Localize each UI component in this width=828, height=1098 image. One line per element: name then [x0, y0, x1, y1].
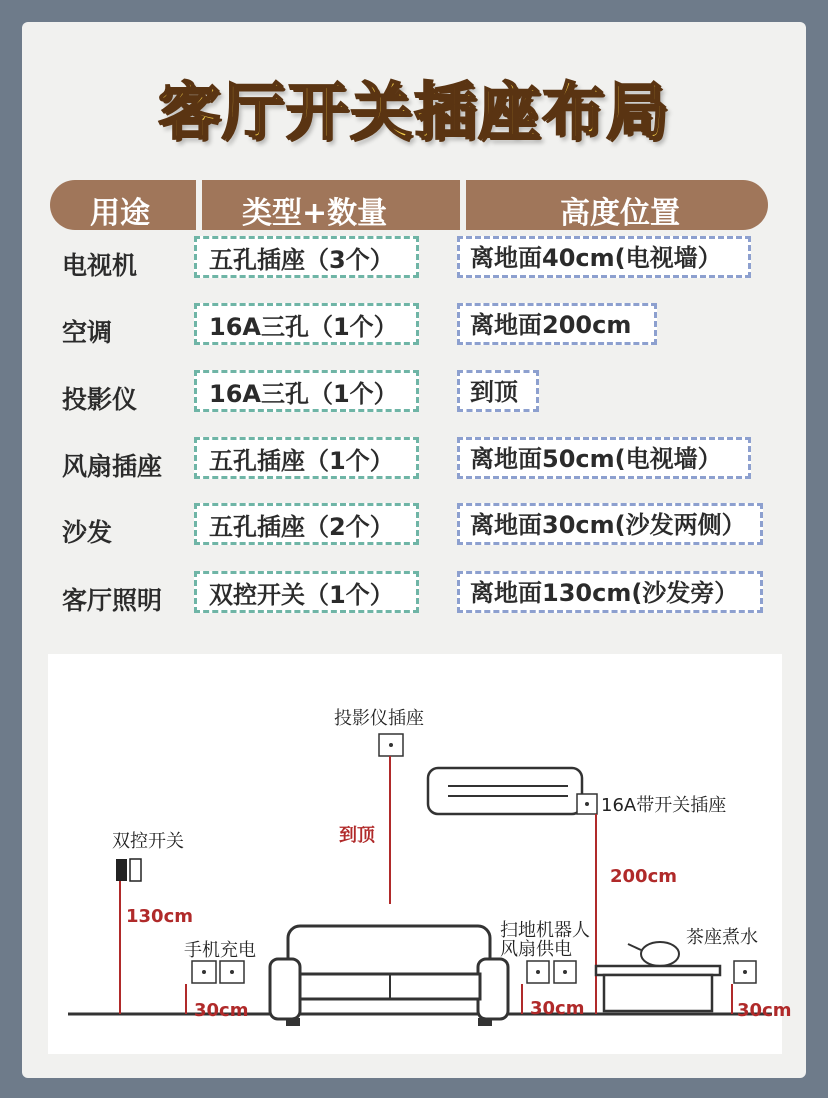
switch-height-value: 130cm [126, 906, 193, 927]
ac-socket-label: 16A带开关插座 [601, 795, 727, 816]
row-use: 风扇插座 [62, 452, 163, 481]
switch-icon [130, 859, 141, 881]
row-type: 五孔插座（2个） [194, 503, 419, 545]
row-use: 沙发 [62, 518, 113, 547]
socket-hole-icon [389, 743, 393, 747]
robot-label: 扫地机器人 [500, 920, 590, 941]
teapot-icon [641, 942, 679, 966]
air-conditioner-icon [428, 768, 582, 814]
diagram-svg [48, 654, 792, 1054]
sofa-arm-icon [478, 959, 508, 1019]
living-room-diagram [48, 654, 792, 1054]
row-use: 客厅照明 [62, 586, 163, 615]
socket-hole-icon [536, 970, 540, 974]
row-position: 离地面50cm(电视墙） [457, 437, 751, 479]
phone-charging-label: 手机充电 [184, 940, 256, 961]
switch-label: 双控开关 [112, 831, 184, 852]
header-use: 用途 [90, 196, 150, 231]
page-title: 客厅开关插座布局 [157, 75, 670, 148]
row-type: 双控开关（1个） [194, 571, 419, 613]
row-position: 离地面200cm [457, 303, 657, 345]
ac-height-value: 200cm [610, 866, 677, 887]
row-use: 空调 [62, 318, 113, 347]
tea-table-top-icon [596, 966, 720, 975]
socket-hole-icon [563, 970, 567, 974]
sofa-leg-icon [286, 1018, 300, 1026]
tea-label: 茶座煮水 [686, 927, 758, 948]
projector-to-ceiling: 到顶 [339, 825, 375, 846]
header-divider [196, 180, 202, 230]
projector-label: 投影仪插座 [334, 708, 424, 729]
row-type: 16A三孔（1个） [194, 303, 419, 345]
sofa-arm-icon [270, 959, 300, 1019]
tea-height-value: 30cm [737, 1000, 792, 1021]
socket-hole-icon [743, 970, 747, 974]
phone-height-value: 30cm [194, 1000, 249, 1021]
row-type: 五孔插座（1个） [194, 437, 419, 479]
row-position: 到顶 [457, 370, 539, 412]
sofa-leg-icon [478, 1018, 492, 1026]
socket-hole-icon [202, 970, 206, 974]
header-position: 高度位置 [560, 196, 680, 231]
row-position: 离地面30cm(沙发两侧） [457, 503, 763, 545]
row-position: 离地面130cm(沙发旁） [457, 571, 763, 613]
socket-hole-icon [230, 970, 234, 974]
header-type: 类型+数量 [242, 196, 388, 231]
switch-icon [116, 859, 127, 881]
poster-card [22, 22, 806, 1078]
row-type: 五孔插座（3个） [194, 236, 419, 278]
robot-height-value: 30cm [530, 998, 585, 1019]
socket-hole-icon [585, 802, 589, 806]
row-position: 离地面40cm(电视墙） [457, 236, 751, 278]
table-header [50, 180, 768, 230]
row-type: 16A三孔（1个） [194, 370, 419, 412]
row-use: 电视机 [62, 251, 138, 280]
header-divider [460, 180, 466, 230]
tea-table-body-icon [604, 975, 712, 1011]
row-use: 投影仪 [62, 385, 138, 414]
teapot-spout [628, 944, 641, 950]
fan-label: 风扇供电 [500, 939, 572, 960]
